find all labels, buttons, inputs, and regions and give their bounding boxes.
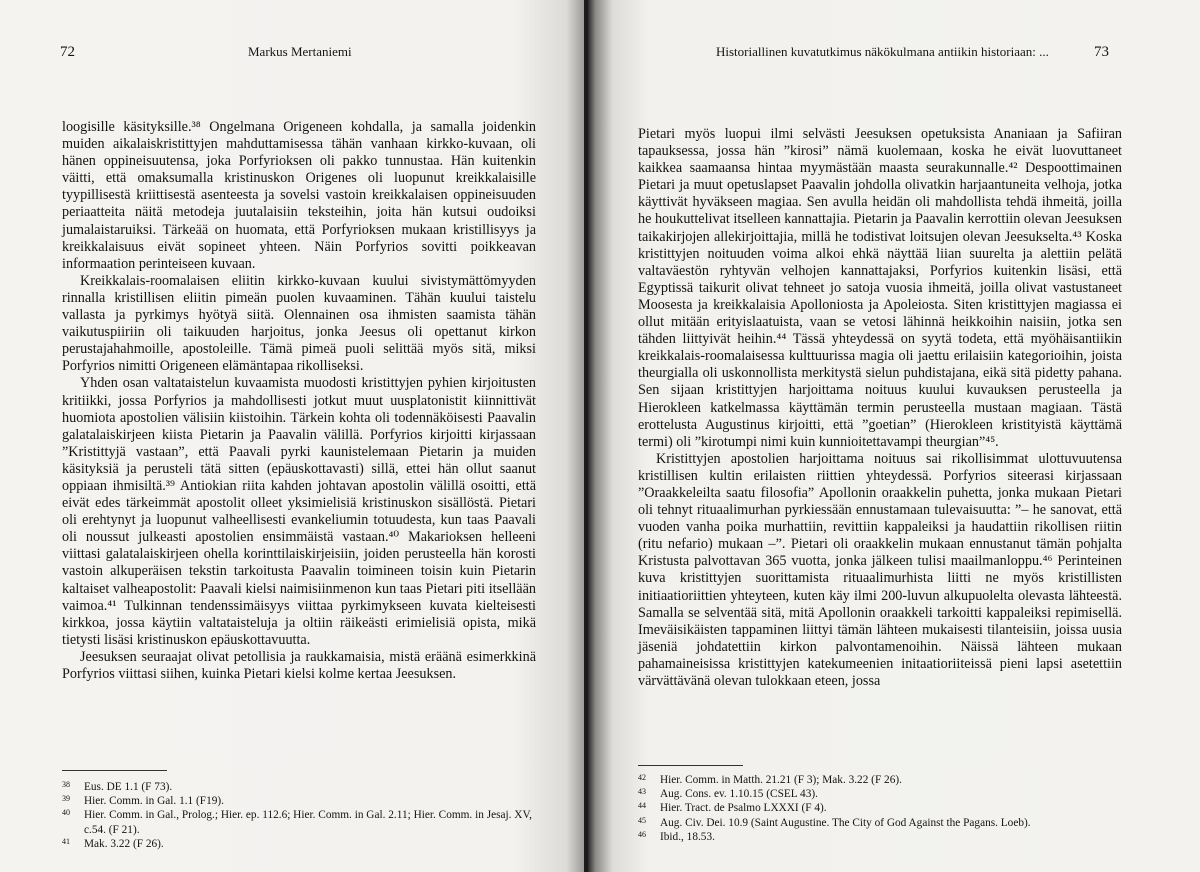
paragraph: Jeesuksen seuraajat olivat petollisia ja raukkamaisia, mistä eräänä esimerkkinä Porfyrios viittasi siihen, kuinka Pietari kielsi kolme kertaa Jeesuksen. <box>62 648 536 682</box>
body-text <box>62 119 536 683</box>
paragraph: Kreikkalais-roomalaisen eliitin kirkko-kuvaan kuului sivistymättömyyden rinnalla kristillisen eliitin pimeän puolen kuvaaminen. Tähän kuului taistelu vallasta ja pyrkimys hyötyä siitä. Olennainen osa ihmisten saamista tähän vaikutuspiiriin oli taikuuden harjoitus, jonka Jeesus oli opettanut kirkon perustajahahmoille, apostoleille. Tämä pimeä puoli selittää myös sitä, miksi Porfyrios nimitti Origeneen elämäntapaa rikolliseksi. <box>62 272 536 375</box>
footnote <box>638 816 1122 830</box>
footnote-text: Hier. Comm. in Matth. 21.21 (F 3); Mak. 3.22 (F 26). <box>660 774 902 786</box>
running-head: Historiallinen kuvatutkimus näkökulmana antiikin historiaan: ... <box>716 44 1049 59</box>
footnote <box>62 780 536 794</box>
footnote-rule <box>638 765 743 766</box>
footnote <box>638 830 1122 844</box>
footnotes <box>638 773 1122 844</box>
body-text <box>638 126 1122 690</box>
footnote-number: 45 <box>638 815 646 825</box>
footnote-text: Mak. 3.22 (F 26). <box>84 837 164 850</box>
footnote <box>638 787 1122 801</box>
footnote-number: 44 <box>638 801 646 811</box>
footnote-text: Aug. Civ. Dei. 10.9 (Saint Augustine. The City of God Against the Pagans. Loeb). <box>660 816 1031 829</box>
footnote-number: 42 <box>638 773 646 782</box>
footnote-text: Ibid., 18.53. <box>660 830 715 843</box>
footnote <box>638 801 1122 815</box>
footnote <box>638 773 1122 787</box>
footnote-number: 41 <box>62 836 70 846</box>
paragraph: Pietari myös luopui ilmi selvästi Jeesuksen opetuksista Ananiaan ja Safiiran tapauksessa, jossa hän ”kirosi” nämä kuolemaan, koska he eivät luovuttaneet kaikkea saamaansa hintaa myymästään maasta seurakunnalle.⁴² Despoottimainen Pietari ja muut opetuslapset Paavalin johdolla olivatkin harjaantuneita velhoja, jotka käyttivät hyväkseen magiaa. Sen avulla heidän oli mahdollista tehdä ihmeitä, joilla he houkuttelivat itselleen kannattajia. Pietarin ja Paavalin kerrottiin olevan Jeesuksen taikakirjojen allekirjoittajia, millä he todistivat loitsujen olevan Jeesukselta.⁴³ Koska kristittyjen noituuden voima alkoi ehkä näyttää liian suurelta ja alettiin pelätä valtaväestön ryhtyvän velhojen kannattajaksi, Porfyrios kuitenkin lisäsi, että Egyptissä taikurit olivat tehneet jo satoja vuosia ihmeitä, joilla olivat vastustaneet Moosesta ja kreikkalaisia Apolloniosta ja Apoleiosta. Siten kristittyjen magiassa ei ollut mitään erityislaatuista, vaan se vetosi lähinnä heikkoihin naisiin, jotka sen tähden liittyivät heihin.⁴⁴ Tässä yhteydessä on syytä todeta, että myöhäisantiikin kreikkalais-roomalaisessa kulttuurissa magia oli jaettu erilaisiin kategorioihin, joista theurgialla oli uskonnollista merkitystä sielun puhdistajana, eikä sitä pidetty pahana. Sen sijaan kristittyjen harjoittama noituus kuului kuvauksen perusteella ja Hierokleen katkelmassa käyttämän termin perusteella mustaan magiaan. Tästä erottelusta Augustinus kirjoitti, että ”goetian” (Hierokleen kristityistä käyttämä termi) oli ”kirotumpi nimi kuin kunnioitettavampi theurgian”⁴⁵. <box>638 126 1122 450</box>
footnote-number: 43 <box>638 787 646 797</box>
page-number: 72 <box>60 44 75 60</box>
right-page <box>588 0 1200 872</box>
paragraph: Kristittyjen apostolien harjoittama noituus sai rikollisimmat ulottuvuutensa kristillisen kultin erilaisten riittien yhteydessä. Porfyrios siteerasi kirjassaan ”Oraakkeleilta saatu filosofia” Apollonin oraakkelin puhetta, jonka mukaan Pietari oli tehnyt rituaalimurhan pyrkiessään ennustamaan tulevaisuutta: ”– he sanovat, että vuoden vanha poika murhattiin, revittiin kappaleiksi ja haudattiin rikollisen riitin (ritu nefario) mukaan –”. Pietari oli oraakkelin mukaan ennustanut tämän pohjalta Kristusta palvottavan 365 vuotta, jonka jälkeen tulisi maailmanloppu.⁴⁶ Perinteinen kuva kristittyjen suorittamista rituaalimurhista liitti ne myös kristillisten initiaatioriittien yhteyteen, kuten käy ilmi 200-luvun alkupuolelta olevasta lähteestä. Samalla se selventää sitä, mitä Apollonin oraakkeli tarkoitti kappaleiksi repimisellä. Imeväisikäisten tappaminen liittyi tämän lähteen mukaisesti tilanteisiin, joissa uusia jäseniä johdatettiin kirkon palvontamenoihin. Näissä lähteen mukaan pahamaineisissa kristittyjen katekumeenien initaatioriiteissä pieni lapsi asetettiin värvättävänä olevan tulokkaan eteen, jossa <box>638 450 1122 689</box>
footnote-text: Hier. Comm. in Gal. 1.1 (F19). <box>84 795 224 808</box>
footnote-number: 39 <box>62 794 70 804</box>
footnote <box>62 837 536 851</box>
footnote-text: Eus. DE 1.1 (F 73). <box>84 781 173 793</box>
footnote-text: Hier. Tract. de Psalmo LXXXI (F 4). <box>660 802 827 815</box>
footnote-number: 38 <box>62 780 70 789</box>
page-number: 73 <box>1094 44 1109 60</box>
footnote <box>62 794 536 808</box>
footnote-number: 40 <box>62 808 70 818</box>
footnote-text: Hier. Comm. in Gal., Prolog.; Hier. ep. 112.6; Hier. Comm. in Gal. 2.11; Hier. Comm. in Jesaj. XV, c.54. (F 21). <box>84 809 532 836</box>
left-page <box>0 0 584 872</box>
footnote-number: 46 <box>638 829 646 839</box>
footnote-text: Aug. Cons. ev. 1.10.15 (CSEL 43). <box>660 788 818 801</box>
footnote-rule <box>62 770 167 771</box>
paragraph: Yhden osan valtataistelun kuvaamista muodosti kristittyjen pyhien kirjoitusten kritiikki, jossa Porfyrios ja mahdollisesti jotkut muut uusplatonistit kiinnittivät huomiota apostolien välisiin kiistoihin. Tärkein kohta oli todennäköisesti Paavalin galatalaiskirjeen kiista Pietarin ja Paavalin välillä. Porfyrios kirjoitti kirjassaan ”Kristittyjä vastaan”, että Paavali pyrki kaunistelemaan Pietarin ja muiden käsityksiä ja perusteli tätä sitten (epäuskottavasti) sillä, ettei hän ollut saanut oppiaan ihmisiltä.³⁹ Antiokian riita kahden johtavan apostolin välillä osoitti, että eivät edes tärkeimmät apostolit olleet yksimielisiä kristinuskon sisällöstä. Pietari oli erehtynyt ja luopunut valheellisesti evankeliumin totuudesta, kun taas Paavali oli noussut julkeasti apostolien ensimmäistä vastaan.⁴⁰ Makarioksen helleeni viittasi galatalaiskirjeen ohella korinttilaiskirjeisiin, joiden perusteella hän korosti vastoin alkuperäisen tekstin tarkoitusta Paavalin toimineen toisin kuin Pietarin kaltaiset valheapostolit: Paavali kielsi naimisiinmenon kun taas Pietari piti itsellään vaimoa.⁴¹ Tulkinnan tendenssimäisyys viittaa pyrkimykseen kuvata kielteisesti kirkkoa, jossa käytiin valtataisteluja ja oltiin räikeästi erimielisiä opista, mikä tietysti lisäsi kristinuskon epäuskottavuutta. <box>62 375 536 648</box>
footnotes <box>62 780 536 851</box>
footnote <box>62 808 536 836</box>
running-head: Markus Mertaniemi <box>248 44 352 59</box>
paragraph: loogisille käsityksille.³⁸ Ongelmana Origeneen kohdalla, ja samalla joidenkin muiden aikalaiskristittyjen mahduttamisessa tähän vanhaan kirkko-kuvaan, oli hänen oppineisuutensa, joka Porfyrioksen oli pakko tunnustaa. Hän kuitenkin väitti, että omaksumalla kristinuskon Origenes oli luopunut kreikkalaisille tyypillisestä kriittisestä asenteesta ja sovelsi vastoin kreikkalaisen oppineisuuden periaatteita näitä metodeja juutalaisiin teksteihin, joita hän kutsui oudoiksi jumalaistaruiksi. Tärkeää on huomata, että Porfyrioksen mukaan kristillisyys ja kreikkalaisuus eivät sopineet yhteen. Näin Porfyrios sovitti poikkeavan informaation perinteiseen kuvaan. <box>62 119 536 272</box>
